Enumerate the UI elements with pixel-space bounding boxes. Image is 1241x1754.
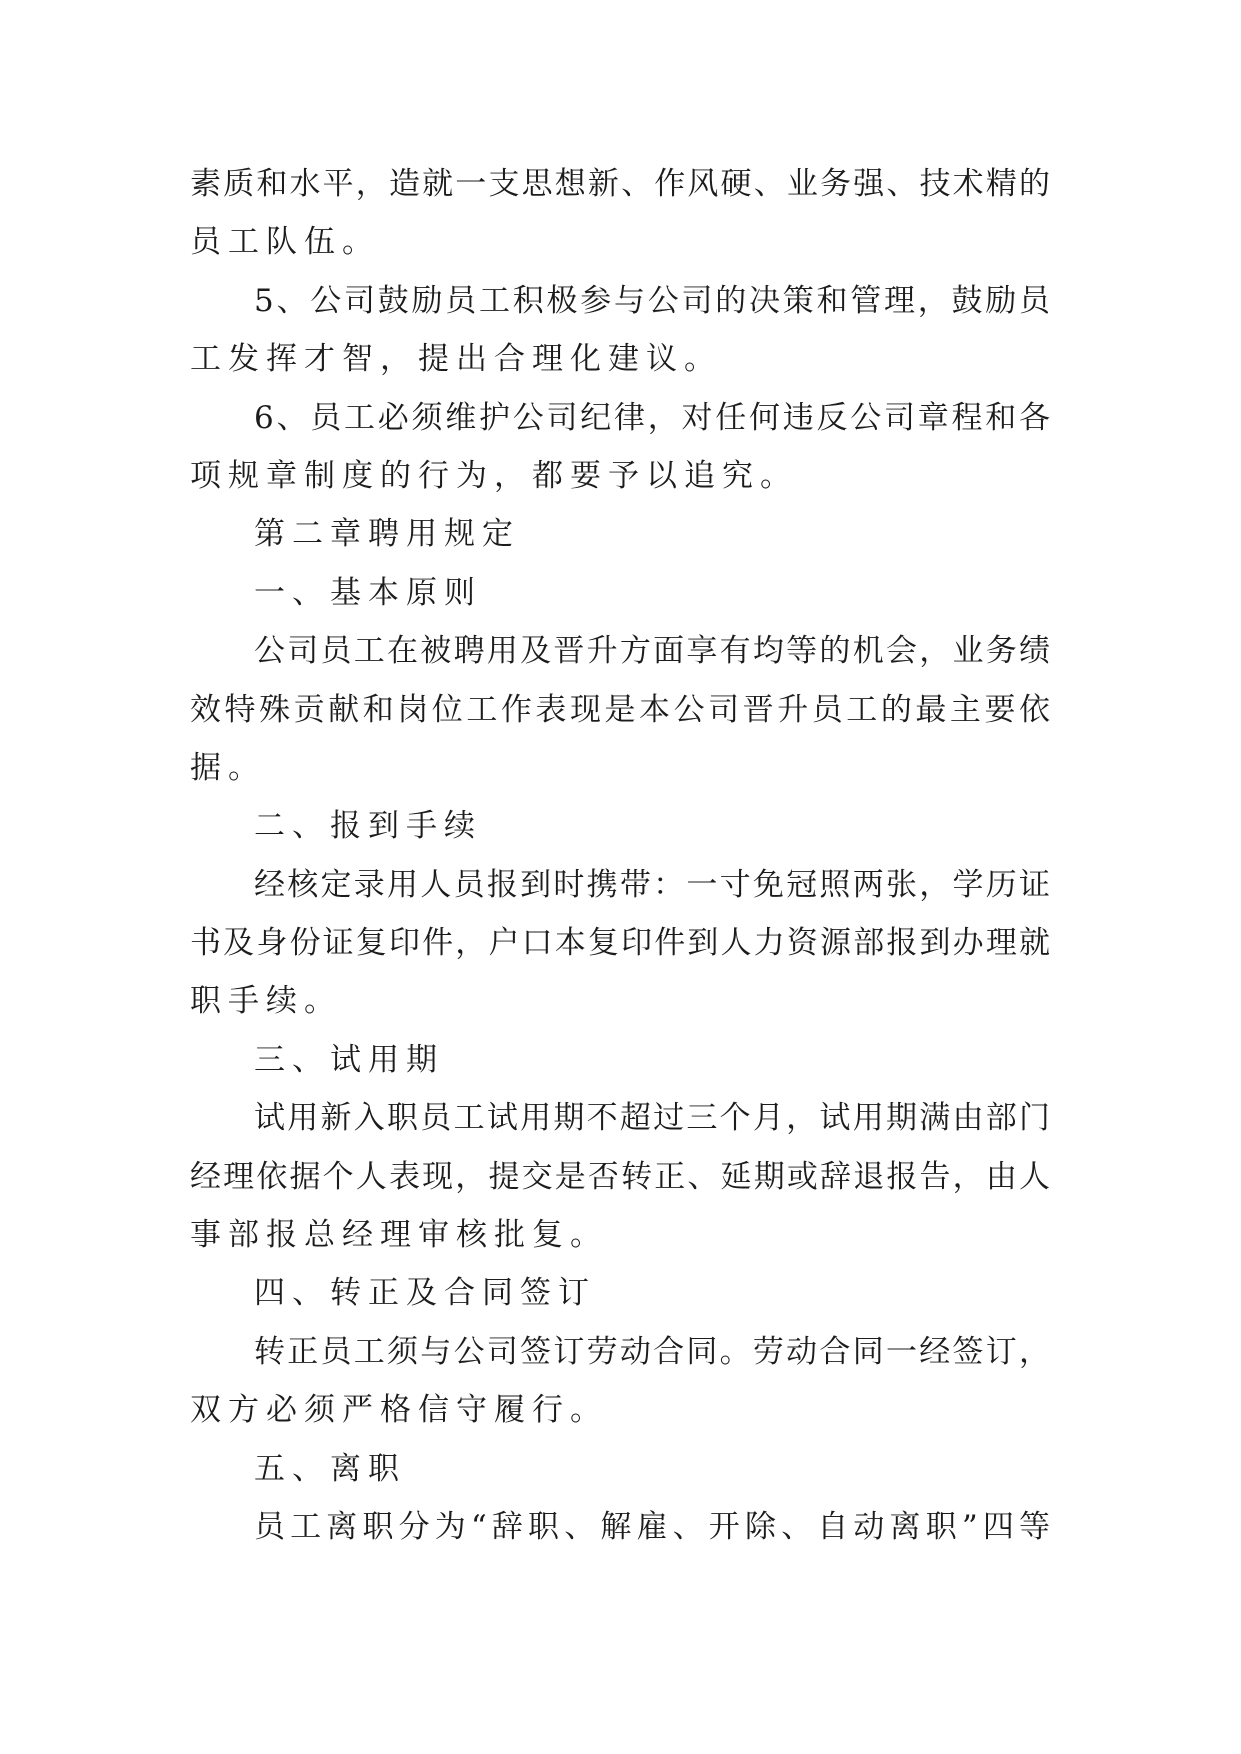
section-heading: 二、报到手续 <box>254 808 482 845</box>
paragraph-line: 员工离职分为“辞职、解雇、开除、自动离职”四等 <box>254 1508 1050 1545</box>
chapter-heading: 第二章聘用规定 <box>254 516 520 553</box>
section-heading: 五、离职 <box>254 1450 406 1487</box>
paragraph-line: 试用新入职员工试用期不超过三个月，试用期满由部门 <box>254 1100 1050 1137</box>
paragraph-line: 6、员工必须维护公司纪律，对任何违反公司章程和各 <box>254 399 1050 436</box>
paragraph-line: 项规章制度的行为，都要予以追究。 <box>190 457 798 494</box>
paragraph-line: 素质和水平，造就一支思想新、作风硬、业务强、技术精的 <box>190 166 1050 202</box>
section-heading: 三、试用期 <box>254 1041 444 1078</box>
paragraph-line: 5、公司鼓励员工积极参与公司的决策和管理，鼓励员 <box>254 282 1050 319</box>
paragraph-line: 效特殊贡献和岗位工作表现是本公司晋升员工的最主要依 <box>190 691 1050 728</box>
section-heading: 一、基本原则 <box>254 574 482 611</box>
paragraph-line: 经核定录用人员报到时携带：一寸免冠照两张，学历证 <box>254 866 1050 903</box>
paragraph-line: 员工队伍。 <box>190 224 380 261</box>
document-body <box>190 155 1050 1556</box>
paragraph-line: 书及身份证复印件，户口本复印件到人力资源部报到办理就 <box>190 925 1050 962</box>
paragraph-line: 公司员工在被聘用及晋升方面享有均等的机会，业务绩 <box>254 633 1050 670</box>
paragraph-line: 双方必须严格信守履行。 <box>190 1392 608 1429</box>
section-heading: 四、转正及合同签订 <box>254 1275 596 1312</box>
paragraph-line: 据。 <box>190 749 266 786</box>
paragraph-line: 经理依据个人表现，提交是否转正、延期或辞退报告，由人 <box>190 1158 1050 1195</box>
paragraph-line: 转正员工须与公司签订劳动合同。劳动合同一经签订， <box>254 1333 1050 1370</box>
paragraph-line: 工发挥才智，提出合理化建议。 <box>190 341 722 378</box>
paragraph-line: 职手续。 <box>190 983 342 1020</box>
paragraph-line: 事部报总经理审核批复。 <box>190 1217 608 1254</box>
